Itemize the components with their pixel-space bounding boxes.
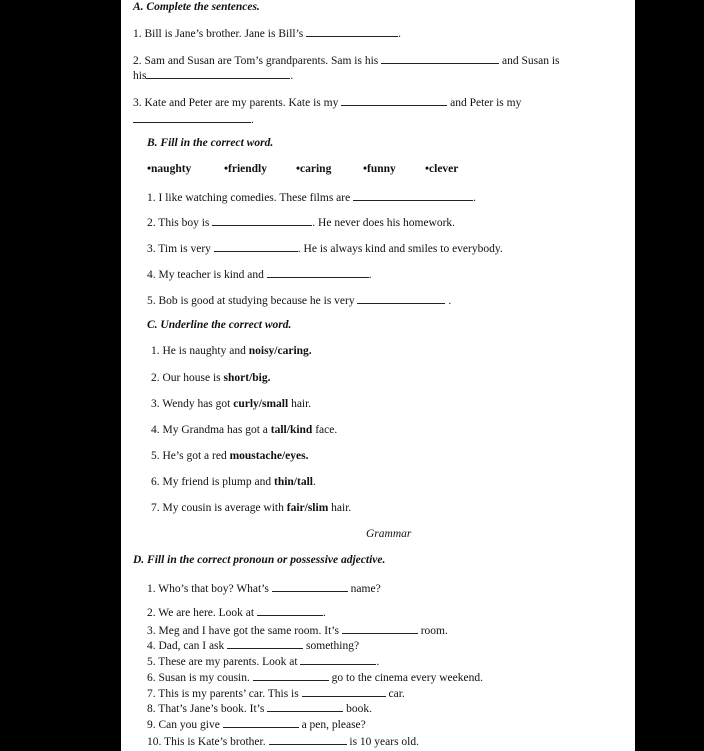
item-text: 4. Dad, can I ask xyxy=(147,640,225,652)
q-text: 3. Tim is very xyxy=(147,243,211,255)
q-text: 5. Bob is good at studying because he is very xyxy=(147,295,355,307)
answer-blank[interactable] xyxy=(253,670,329,681)
q-text: his xyxy=(133,70,147,82)
answer-blank[interactable] xyxy=(133,112,251,123)
word-choice[interactable]: thin/tall xyxy=(273,476,313,488)
section-c-item xyxy=(151,502,351,515)
section-c-item xyxy=(151,424,337,437)
section-d-item xyxy=(147,654,379,669)
item-text: room. xyxy=(420,625,448,637)
q-text: 4. My teacher is kind and xyxy=(147,269,264,281)
answer-blank[interactable] xyxy=(146,68,290,79)
answer-blank[interactable] xyxy=(353,190,473,201)
answer-blank[interactable] xyxy=(341,95,447,106)
q-text: . xyxy=(473,192,476,204)
item-text: 6. My friend is plump and xyxy=(151,476,274,488)
section-d-item xyxy=(147,686,405,701)
item-text: 2. We are here. Look at xyxy=(147,607,255,619)
section-b-q1 xyxy=(147,190,476,205)
answer-blank[interactable] xyxy=(212,215,312,226)
answer-blank[interactable] xyxy=(272,581,348,592)
section-d-item xyxy=(147,717,366,732)
item-text: 2. Our house is xyxy=(151,372,224,384)
item-text: 5. These are my parents. Look at xyxy=(147,656,298,668)
item-text: hair. xyxy=(288,398,312,410)
section-d-item xyxy=(147,605,326,620)
section-b-q2 xyxy=(147,215,455,230)
q-text: and Peter is my xyxy=(450,97,522,109)
section-c-heading: C. Underline the correct word. xyxy=(147,319,292,331)
q-text: . He never does his homework. xyxy=(312,217,456,229)
item-text: 7. This is my parents’ car. This is xyxy=(147,688,299,700)
word-choice[interactable]: short/big. xyxy=(223,372,271,384)
answer-blank[interactable] xyxy=(306,26,398,37)
q-text: . xyxy=(290,70,294,82)
section-d-item xyxy=(147,581,381,596)
item-text: 1. Who’s that boy? What’s xyxy=(147,583,269,595)
item-text: 1. He is naughty and xyxy=(151,345,249,357)
section-b-q4 xyxy=(147,267,372,282)
section-b-heading: B. Fill in the correct word. xyxy=(147,137,274,149)
item-text: car. xyxy=(388,688,405,700)
item-text: . xyxy=(312,476,316,488)
q-text: 3. Kate and Peter are my parents. Kate is my xyxy=(133,97,339,109)
section-d-heading: D. Fill in the correct pronoun or possessive adjective. xyxy=(133,554,386,566)
item-text: . xyxy=(376,656,380,668)
q-text: 2. This boy is xyxy=(147,217,210,229)
q-text: . xyxy=(398,28,402,40)
section-c-item xyxy=(151,398,311,411)
word-bank-item: •caring xyxy=(296,163,332,175)
answer-blank[interactable] xyxy=(381,53,499,64)
item-text: 8. That’s Jane’s book. It’s xyxy=(147,703,265,715)
section-b-q5 xyxy=(147,293,451,308)
q-text: 1. Bill is Jane’s brother. Jane is Bill’s xyxy=(133,28,304,40)
q-text: . xyxy=(251,114,254,126)
answer-blank[interactable] xyxy=(257,605,323,616)
word-choice[interactable]: curly/small xyxy=(233,398,289,410)
item-text: 3. Wendy has got xyxy=(151,398,234,410)
section-a-q3 xyxy=(133,95,521,110)
word-choice[interactable]: fair/slim xyxy=(286,502,329,514)
q-text: 1. I like watching comedies. These films are xyxy=(147,192,351,204)
word-bank-item: •clever xyxy=(425,163,459,175)
answer-blank[interactable] xyxy=(300,654,376,665)
item-text: a pen, please? xyxy=(301,719,366,731)
q-text: . xyxy=(448,295,452,307)
section-c-item xyxy=(151,372,270,385)
word-bank-item: •naughty xyxy=(147,163,192,175)
word-choice[interactable]: moustache/eyes. xyxy=(229,450,309,462)
item-text: 3. Meg and I have got the same room. It’s xyxy=(147,625,339,637)
item-text: 5. He’s got a red xyxy=(151,450,230,462)
section-c-item xyxy=(151,450,308,463)
answer-blank[interactable] xyxy=(214,241,298,252)
item-text: . xyxy=(322,607,326,619)
item-text: 4. My Grandma has got a xyxy=(151,424,271,436)
worksheet-page xyxy=(121,0,635,751)
section-b-q3 xyxy=(147,241,503,256)
grammar-title: Grammar xyxy=(366,528,412,540)
section-a-q3-line2 xyxy=(133,112,254,127)
q-text: 2. Sam and Susan are Tom’s grandparents. Sam is his xyxy=(133,55,379,67)
section-c-item xyxy=(151,476,316,489)
item-text: face. xyxy=(312,424,338,436)
q-text: . xyxy=(368,269,372,281)
item-text: 9. Can you give xyxy=(147,719,220,731)
item-text: go to the cinema every weekend. xyxy=(331,672,483,684)
word-choice[interactable]: noisy/caring. xyxy=(248,345,312,357)
section-a-q1 xyxy=(133,26,401,41)
answer-blank[interactable] xyxy=(302,686,386,697)
item-text: hair. xyxy=(328,502,352,514)
item-text: name? xyxy=(350,583,381,595)
q-text: and Susan is xyxy=(502,55,560,67)
section-a-q2-line2 xyxy=(133,68,293,83)
item-text: 6. Susan is my cousin. xyxy=(147,672,250,684)
section-d-item xyxy=(147,734,419,749)
item-text: 10. This is Kate’s brother. xyxy=(147,736,266,748)
answer-blank[interactable] xyxy=(223,717,299,728)
answer-blank[interactable] xyxy=(342,623,418,634)
item-text: 7. My cousin is average with xyxy=(151,502,287,514)
section-a-q2 xyxy=(133,53,560,68)
section-d-item xyxy=(147,638,359,653)
section-a-heading: A. Complete the sentences. xyxy=(133,1,260,13)
section-d-item xyxy=(147,623,448,638)
answer-blank[interactable] xyxy=(357,293,445,304)
item-text: is 10 years old. xyxy=(349,736,420,748)
item-text: book. xyxy=(346,703,372,715)
section-c-item xyxy=(151,345,312,358)
word-bank-item: •funny xyxy=(363,163,396,175)
section-d-item xyxy=(147,670,483,685)
answer-blank[interactable] xyxy=(269,734,347,745)
word-bank-item: •friendly xyxy=(224,163,267,175)
answer-blank[interactable] xyxy=(267,701,343,712)
answer-blank[interactable] xyxy=(227,638,303,649)
item-text: something? xyxy=(306,640,360,652)
section-d-item xyxy=(147,701,372,716)
word-choice[interactable]: tall/kind xyxy=(270,424,313,436)
q-text: . He is always kind and smiles to everybody. xyxy=(297,243,503,255)
answer-blank[interactable] xyxy=(267,267,369,278)
